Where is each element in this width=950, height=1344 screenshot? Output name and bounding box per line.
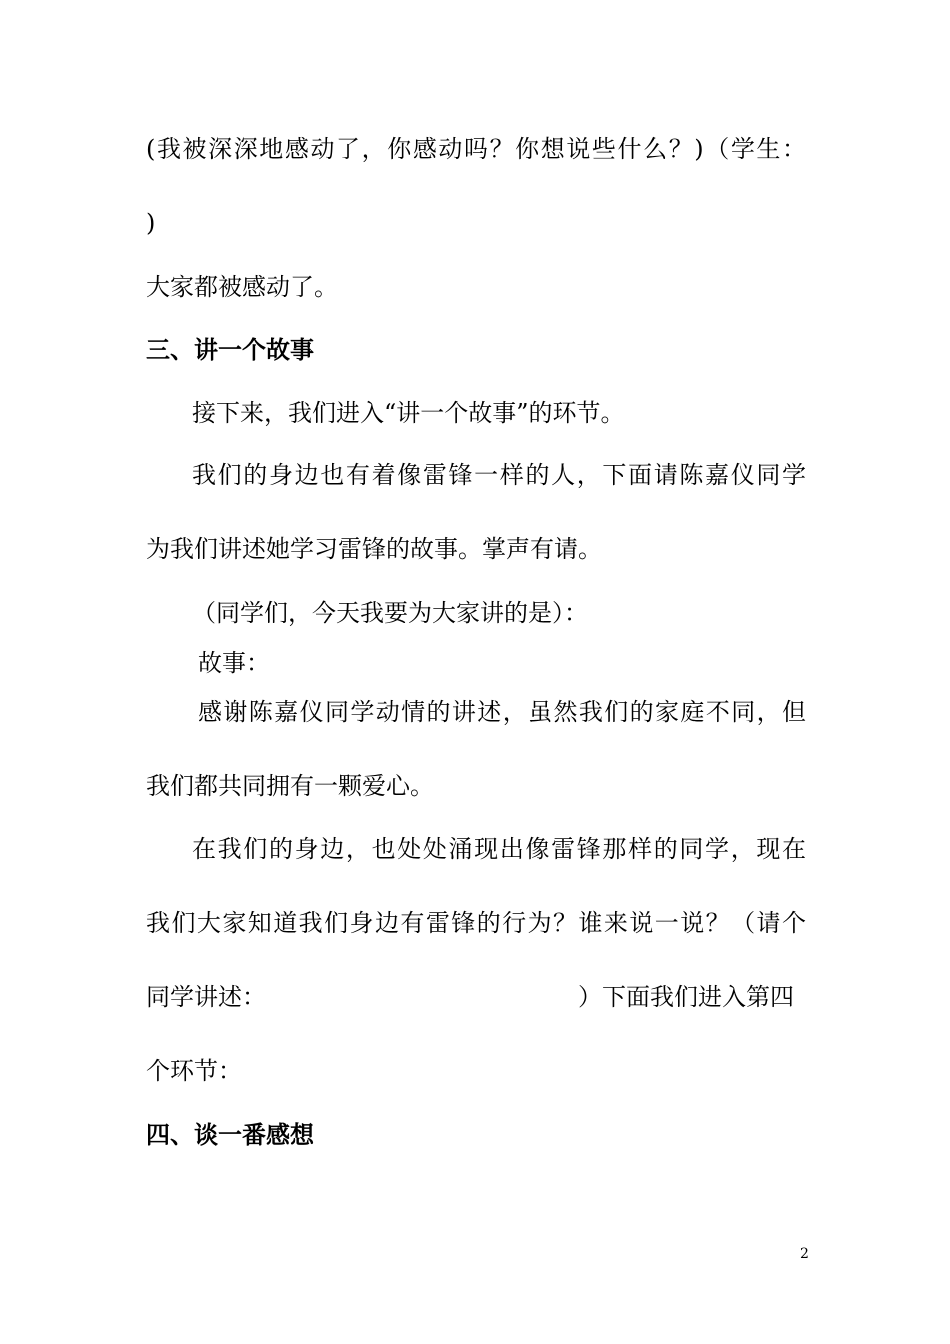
paragraph-line-right: ）下面我们进入第四 xyxy=(578,983,794,1011)
paragraph-line: 在我们的身边，也处处涌现出像雷锋那样的同学，现在 xyxy=(192,835,806,863)
page-number: 2 xyxy=(800,1246,809,1262)
paragraph-line-left: 同学讲述： xyxy=(146,983,266,1011)
paragraph-line: 感谢陈嘉仪同学动情的讲述，虽然我们的家庭不同，但 xyxy=(198,698,806,726)
paragraph-line: 接下来，我们进入“讲一个故事”的环节。 xyxy=(192,399,625,427)
paragraph-line: 我们大家知道我们身边有雷锋的行为？谁来说一说？（请个 xyxy=(146,909,806,937)
paragraph-line: （同学们，今天我要为大家讲的是）： xyxy=(192,599,588,627)
paragraph-line: 故事： xyxy=(198,649,270,677)
section-heading-three: 三、讲一个故事 xyxy=(146,335,314,364)
paragraph-line: (我被深深地感动了，你感动吗？你想说些什么？)（学生： xyxy=(146,135,806,163)
paragraph-line: 个环节： xyxy=(146,1057,242,1085)
paragraph-line: 为我们讲述她学习雷锋的故事。掌声有请。 xyxy=(146,535,602,563)
paragraph-line: ) xyxy=(146,209,156,237)
paragraph-line: 我们都共同拥有一颗爱心。 xyxy=(146,772,434,800)
paragraph-line: 我们的身边也有着像雷锋一样的人，下面请陈嘉仪同学 xyxy=(192,461,806,489)
paragraph-line: 大家都被感动了。 xyxy=(146,273,338,301)
section-heading-four: 四、谈一番感想 xyxy=(146,1120,314,1149)
